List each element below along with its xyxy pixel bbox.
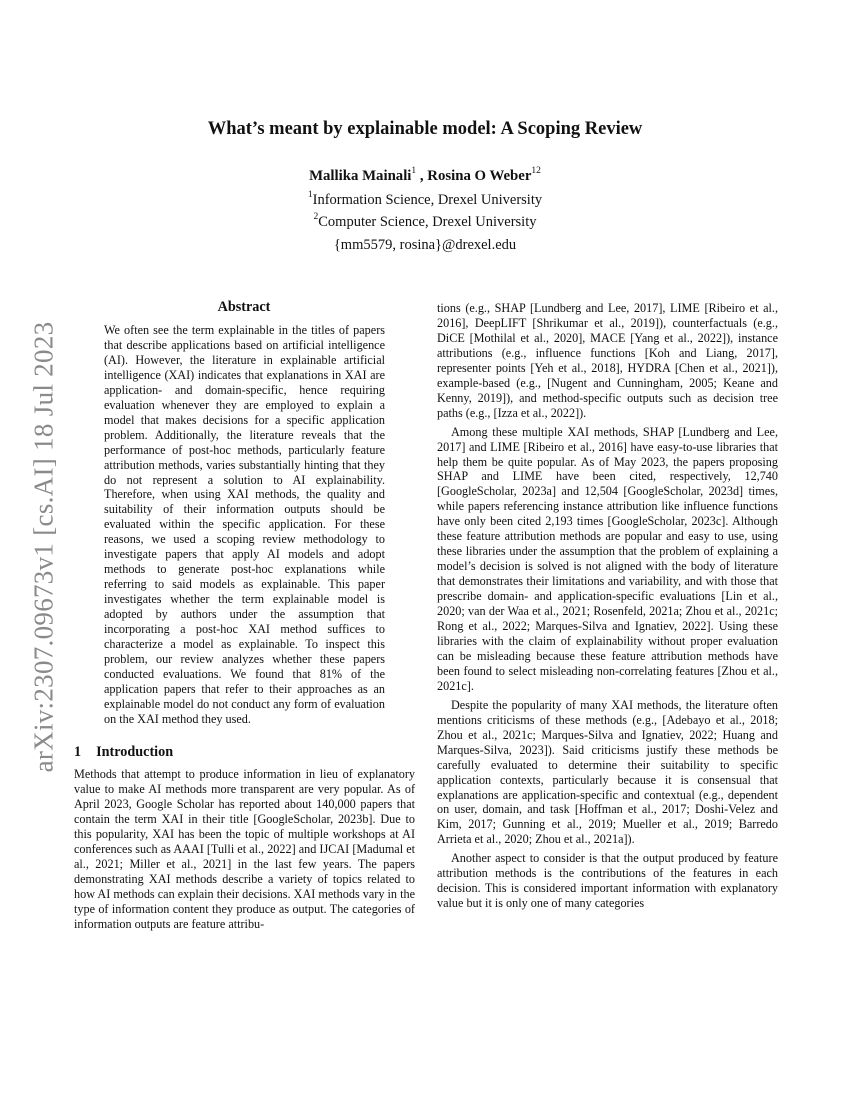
affiliation-mark: 2 xyxy=(313,212,319,222)
author-name: Rosina O Weber xyxy=(427,168,532,184)
affiliation-mark: 1 xyxy=(307,190,313,200)
right-column-body xyxy=(437,301,778,911)
abstract-paragraph: We often see the term explainable in the titles of papers that describe applications based on artificial intelligence (AI). However, the literature in explainable artificial intelligence (XAI) indicates that explanations in XAI are application- and domain-specific, hence requiring evaluation whenever they are employed to explain a model that makes decisions for a specific application problem. Additionally, the literature reveals that the performance of post-hoc methods, particularly feature attribution methods, varies substantially hinting that they do not represent a solution to AI explainability. Therefore, when using XAI methods, the quality and suitability of their information outputs should be evaluated within the specific application. For these reasons, we used a scoping review methodology to investigate papers that apply AI models and adopt methods to generate post-hoc explanations while referring to said models as explainable. This paper investigates whether the term explainable model is adopted by authors under the assumption that incorporating a post-hoc XAI method suffices to characterize a model as explainable. To inspect this problem, our review analyzes whether these papers conducted evaluations. We found that 81% of the application papers that refer to their approaches as an explainable model do not conduct any form of evaluation on the XAI method they used. xyxy=(104,323,385,726)
introduction-body xyxy=(74,767,415,931)
section-heading xyxy=(74,744,173,761)
author-separator: , xyxy=(416,168,428,184)
body-paragraph: Another aspect to consider is that the output produced by feature attribution methods is the contributions of the features in each decision. This is considered important information with explanatory value but it is only one of many categories xyxy=(437,851,778,911)
affiliation-text: Computer Science, Drexel University xyxy=(318,214,537,230)
affiliation-text: Information Science, Drexel University xyxy=(312,192,543,208)
author-line xyxy=(0,168,850,185)
body-paragraph: Methods that attempt to produce information in lieu of explanatory value to make AI methods more transparent are very popular. As of April 2023, Google Scholar has reported about 140,000 papers that contain the term XAI in their title [GoogleScholar, 2023b]. Due to this popularity, XAI has been the topic of multiple workshops at AI conferences such as AAAI [Tulli et al., 2022] and IJCAI [Madumal et al., 2021; Miller et al., 2021] in the last few years. The papers demonstrating XAI methods describe a variety of topics related to how AI methods can explain their decisions. XAI methods vary in the type of information content they produce as output. The categories of information outputs are feature attribu- xyxy=(74,767,415,931)
arxiv-identifier: arXiv:2307.09673v1 [cs.AI] 18 Jul 2023 xyxy=(28,321,59,773)
section-number: 1 xyxy=(74,744,82,760)
affiliation-1 xyxy=(0,192,850,209)
body-paragraph: Among these multiple XAI methods, SHAP [Lundberg and Lee, 2017] and LIME [Ribeiro et al., 2016] have easy-to-use libraries that help them be quite popular. As of May 2023, the papers proposing SHAP and LIME have been cited, respectively, 12,740 [GoogleScholar, 2023a] and 12,504 [GoogleScholar, 2023d] times, while papers referencing instance attribution like influence functions have only been cited 2,193 times [GoogleScholar, 2023c]. Although these feature attribution methods are popular and easy to use, using these libraries under the assumption that the problem of explaining a model’s decision is solved is not aligned with the body of literature that demonstrates their limitations and variability, and with those that prescribe domain- and application-specific evaluations [Lin et al., 2020; van der Waa et al., 2021; Rosenfeld, 2021a; Zhou et al., 2021c; Rong et al., 2022; Marques-Silva and Ignatiev, 2022]. Using these libraries with the claim of explainability without proper evaluation can be misleading because these feature attribution methods have been found to select misleading non-correlating features [Zhou et al., 2021c]. xyxy=(437,424,778,693)
section-title: Introduction xyxy=(96,744,174,760)
body-paragraph: tions (e.g., SHAP [Lundberg and Lee, 2017], LIME [Ribeiro et al., 2016], DeepLIFT [Shrikumar et al., 2019]), counterfactuals (e.g., DiCE [Mothilal et al., 2020], MACE [Yang et al., 2022]), instance attributions (e.g., influence functions [Koh and Liang, 2017], representer points [Yeh et al., 2018], HYDRA [Chen et al., 2021]), example-based (e.g., [Nugent and Cunningham, 2005; Keane and Kenny, 2019]), and method-specific outputs such as decision tree paths (e.g., [Izza et al., 2022]). xyxy=(437,301,778,420)
author-name: Mallika Mainali xyxy=(309,168,412,184)
affiliation-2 xyxy=(0,214,850,231)
paper-title: What’s meant by explainable model: A Scoping Review xyxy=(207,119,643,139)
author-affiliation-mark: 12 xyxy=(531,166,541,176)
author-email: {mm5579, rosina}@drexel.edu xyxy=(333,237,517,253)
abstract-body xyxy=(104,323,385,727)
abstract-heading: Abstract xyxy=(217,299,271,315)
body-paragraph: Despite the popularity of many XAI methods, the literature often mentions criticisms of these methods (e.g., [Adebayo et al., 2018; Zhou et al., 2021c; Marques-Silva and Ignatiev, 2022; Huang and Marques-Silva, 2023]). Said criticisms justify these methods be carefully evaluated to determine their suitability to specific application contexts, particularly because it is consensual that explanations are application-specific and contextual (e.g., dependent on user, domain, and task [Hoffman et al., 2017; Doshi-Velez and Kim, 2017; Gunning et al., 2019; Mueller et al., 2019; Barredo Arrieta et al., 2020; Zhou et al., 2021a]). xyxy=(437,697,778,847)
author-affiliation-mark: 1 xyxy=(411,166,417,176)
